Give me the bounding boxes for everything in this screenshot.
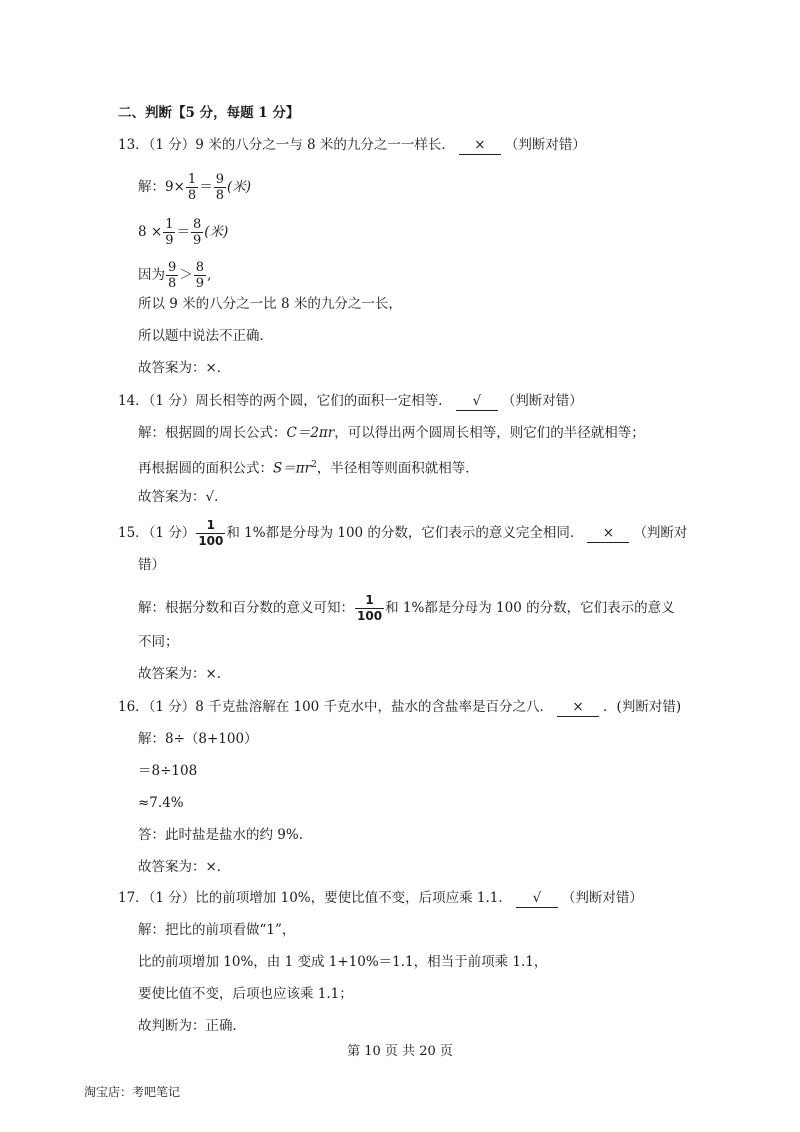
fraction-denominator: 100 — [198, 534, 224, 548]
fraction-denominator: 9 — [195, 276, 205, 291]
q15-solution-line-1 — [138, 593, 675, 624]
q15-sol1-suffix: 和 1%都是分母为 100 的分数，它们表示的意义 — [385, 600, 675, 616]
q14-sol1-prefix: 解：根据圆的周长公式： — [138, 425, 287, 441]
q17-solution-line-1: 解：把比的前项看做“1”， — [138, 922, 296, 938]
q17-solution-line-2: 比的前项增加 10%，由 1 变成 1+10%＝1.1，相当于前项乘 1.1， — [138, 954, 548, 970]
fraction-denominator: 100 — [357, 609, 383, 623]
fraction-numerator: 8 — [192, 217, 202, 232]
q13-solution-line-1 — [138, 172, 251, 203]
exponent: 2 — [311, 460, 317, 470]
fraction-numerator: 1 — [187, 172, 197, 187]
fraction — [355, 593, 384, 624]
question-14-suffix: （判断对错） — [501, 393, 583, 409]
question-15-answer-blank: × — [587, 524, 629, 543]
fraction — [186, 172, 198, 203]
q14-final-answer: 故答案为：√． — [138, 489, 228, 505]
q13-solution-line-4: 所以 9 米的八分之一比 8 米的九分之一长， — [138, 296, 402, 312]
fraction-denominator: 9 — [165, 233, 174, 248]
unit-label: (米) — [204, 224, 229, 240]
question-14-answer-blank: √ — [456, 392, 498, 411]
fraction-numerator: 1 — [165, 217, 174, 232]
fraction-denominator: 8 — [187, 188, 197, 203]
q14-sol2-suffix: ，半径相等则面积就相等． — [316, 460, 479, 477]
fraction — [163, 217, 175, 248]
q13-sol1-prefix: 解：9× — [138, 179, 185, 195]
fraction-numerator: 9 — [168, 260, 177, 275]
question-15-stem-wrap: 错） — [138, 557, 165, 573]
question-15-number: 15．（1 分） — [118, 525, 196, 541]
fraction-numerator: 8 — [195, 260, 205, 275]
unit-label: (米) — [226, 179, 252, 195]
equals-sign: ＝ — [176, 224, 190, 240]
comma: , — [207, 267, 212, 283]
question-17-stem — [118, 888, 643, 908]
fraction — [166, 260, 178, 291]
shop-watermark: 淘宝店：考吧笔记 — [84, 1085, 181, 1099]
q14-sol1-suffix: ，可以得出两个圆周长相等，则它们的半径就相等； — [334, 425, 645, 441]
section-title: 二、判断【5 分，每题 1 分】 — [118, 105, 300, 121]
question-16-stem — [118, 697, 681, 717]
fraction-denominator: 8 — [168, 276, 177, 291]
q13-solution-line-5: 所以题中说法不正确． — [138, 328, 273, 344]
q15-solution-line-2: 不同； — [138, 634, 179, 650]
q16-final-answer: 故答案为：×． — [138, 859, 231, 875]
question-15-stem — [118, 518, 687, 549]
q15-final-answer: 故答案为：×． — [138, 666, 231, 682]
fraction-numerator: 9 — [215, 172, 224, 187]
q13-solution-line-3 — [138, 260, 211, 291]
q14-solution-line-1 — [138, 423, 645, 443]
question-16-answer-blank: × — [557, 698, 599, 717]
fraction — [196, 518, 225, 549]
question-13-answer-blank: × — [459, 136, 501, 155]
q16-solution-line-2: ＝8÷108 — [138, 763, 198, 779]
question-14-text: 14．（1 分）周长相等的两个圆，它们的面积一定相等． — [118, 393, 452, 409]
fraction — [214, 172, 226, 203]
q16-solution-line-3: ≈7.4% — [138, 795, 184, 811]
q15-sol1-prefix: 解：根据分数和百分数的意义可知： — [138, 600, 354, 616]
page-number: 第 10 页 共 20 页 — [347, 1044, 453, 1059]
q14-sol2-prefix: 再根据圆的面积公式： — [138, 460, 273, 477]
greater-than-sign: ＞ — [179, 267, 193, 283]
fraction-numerator: 1 — [355, 593, 384, 609]
q13-final-answer: 故答案为：×． — [138, 360, 231, 376]
q14-solution-line-2 — [138, 455, 479, 479]
fraction — [191, 217, 203, 248]
q13-sol2-prefix: 8 × — [138, 224, 163, 240]
circumference-formula: C＝2πr — [286, 425, 335, 441]
question-17-answer-blank: √ — [516, 889, 558, 908]
fraction-numerator: 1 — [196, 518, 225, 534]
q16-solution-line-4: 答：此时盐是盐水的约 9%. — [138, 827, 303, 843]
q16-solution-line-1: 解：8÷（8+100） — [138, 731, 258, 747]
equals-sign: ＝ — [199, 179, 213, 195]
question-13-suffix: （判断对错） — [504, 137, 586, 153]
question-16-text: 16．（1 分）8 千克盐溶解在 100 千克水中，盐水的含盐率是百分之八． — [118, 699, 554, 715]
question-15-suffix: （判断对 — [633, 525, 688, 541]
q13-solution-line-2 — [138, 217, 228, 248]
question-15-text: 和 1%都是分母为 100 的分数，它们表示的意义完全相同． — [226, 525, 584, 541]
question-14-stem — [118, 391, 583, 411]
question-17-text: 17．（1 分）比的前项增加 10%，要使比值不变，后项应乘 1.1． — [118, 890, 512, 906]
question-16-suffix: ．(判断对错) — [603, 699, 682, 715]
q17-solution-line-4: 故判断为：正确． — [138, 1018, 246, 1034]
question-13-text: 13．（1 分）9 米的八分之一与 8 米的九分之一一样长． — [118, 137, 455, 153]
question-13-stem — [118, 135, 586, 155]
area-formula: S＝πr — [273, 460, 312, 477]
question-17-suffix: （判断对错） — [561, 890, 643, 906]
q13-sol3-prefix: 因为 — [138, 267, 165, 283]
fraction-denominator: 8 — [215, 188, 224, 203]
fraction — [194, 260, 206, 291]
fraction-denominator: 9 — [192, 233, 202, 248]
q17-solution-line-3: 要使比值不变，后项也应该乘 1.1； — [138, 986, 353, 1002]
